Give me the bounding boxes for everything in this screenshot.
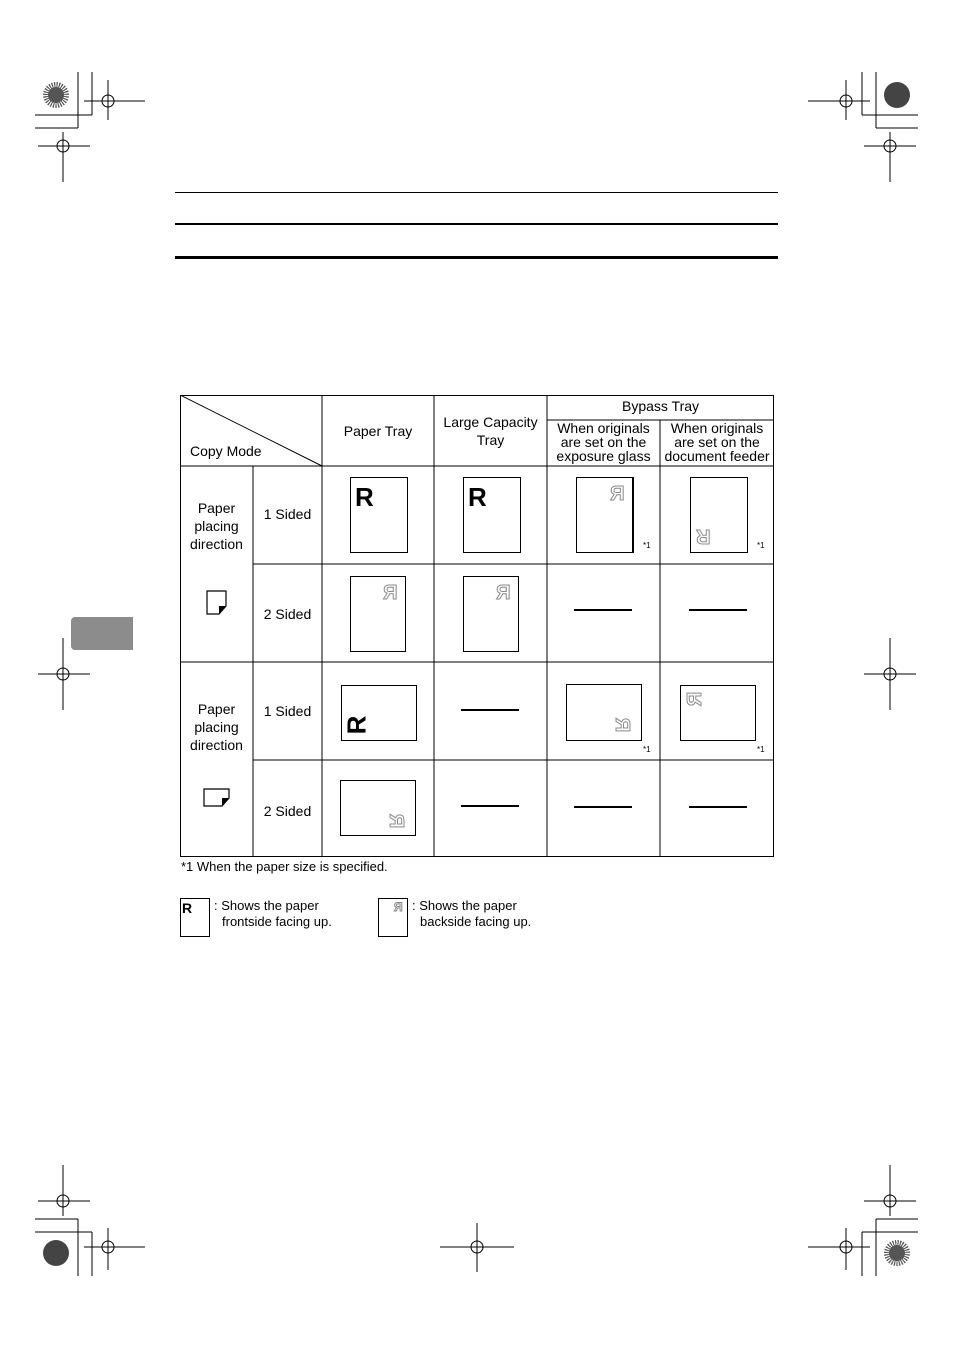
not-available-dash — [461, 709, 519, 711]
not-available-dash — [574, 806, 632, 808]
row-2sided-b: 2 Sided — [263, 803, 312, 819]
sheet-bypass-glass-1sided-portrait — [576, 477, 634, 553]
back-glyph: R — [611, 717, 634, 733]
header-copy-mode: Copy Mode — [190, 443, 262, 459]
front-glyph: R — [341, 715, 372, 735]
header-bypass-glass-2: are set on the — [560, 434, 647, 450]
sheet-lct-2sided-portrait — [463, 576, 519, 652]
landscape-paper-icon — [203, 788, 231, 808]
legend-front-text-2: frontside facing up. — [222, 914, 332, 929]
back-glyph: R — [610, 483, 625, 505]
legend-back-sheet — [378, 898, 408, 937]
group2-label-2: placing — [194, 719, 239, 735]
header-large-capacity-2: Tray — [476, 432, 505, 448]
note-mark: *1 — [757, 745, 765, 754]
sheet-lct-1sided-portrait — [463, 477, 521, 553]
header-bypass-feeder-2: are set on the — [674, 434, 760, 450]
group1-label-2: placing — [194, 518, 239, 534]
sheet-paper-tray-2sided-landscape — [340, 780, 416, 836]
sheet-paper-tray-1sided-portrait — [350, 477, 408, 553]
legend-front-glyph: R — [182, 900, 193, 916]
note-mark: *1 — [643, 541, 651, 550]
header-bypass-glass-1: When originals — [557, 420, 650, 436]
row-1sided-b: 1 Sided — [263, 703, 312, 719]
legend-back-glyph: R — [394, 900, 403, 914]
not-available-dash — [574, 609, 632, 611]
not-available-dash — [689, 609, 747, 611]
header-bypass-glass-3: exposure glass — [556, 448, 651, 464]
header-bypass-tray: Bypass Tray — [621, 398, 700, 414]
group2-label-3: direction — [190, 737, 243, 753]
header-bypass-feeder-1: When originals — [670, 420, 764, 436]
legend-front-sheet — [180, 898, 210, 937]
not-available-dash — [689, 806, 747, 808]
legend-back-text-2: backside facing up. — [420, 914, 532, 929]
sheet-bypass-feeder-1sided-portrait — [690, 477, 748, 553]
group2-label-1: Paper — [197, 701, 236, 717]
front-glyph: R — [468, 482, 487, 512]
back-glyph: R — [684, 691, 707, 707]
group1-label-3: direction — [190, 536, 243, 552]
not-available-dash — [461, 805, 519, 807]
note-mark: *1 — [643, 745, 651, 754]
header-paper-tray: Paper Tray — [343, 423, 413, 439]
legend-back-text-1: : Shows the paper — [412, 898, 517, 913]
header-large-capacity-1: Large Capacity — [443, 414, 538, 430]
row-2sided-a: 2 Sided — [263, 606, 312, 622]
footnote: *1 When the paper size is specified. — [181, 859, 388, 874]
note-mark: *1 — [757, 541, 765, 550]
sheet-bypass-feeder-1sided-landscape — [680, 685, 756, 741]
back-glyph: R — [385, 813, 408, 829]
sheet-paper-tray-1sided-landscape — [341, 685, 417, 741]
back-glyph: R — [496, 582, 511, 604]
paper-orientation-table — [180, 395, 774, 857]
row-1sided-a: 1 Sided — [263, 506, 312, 522]
back-glyph: R — [696, 525, 711, 547]
back-glyph: R — [383, 582, 398, 604]
sheet-paper-tray-2sided-portrait — [350, 576, 406, 652]
sheet-bypass-glass-1sided-landscape — [566, 684, 642, 741]
front-glyph: R — [355, 482, 374, 512]
group1-label-1: Paper — [197, 500, 236, 516]
portrait-paper-icon — [206, 590, 228, 616]
header-bypass-feeder-3: document feeder — [664, 448, 770, 464]
legend-front-text-1: : Shows the paper — [214, 898, 319, 913]
